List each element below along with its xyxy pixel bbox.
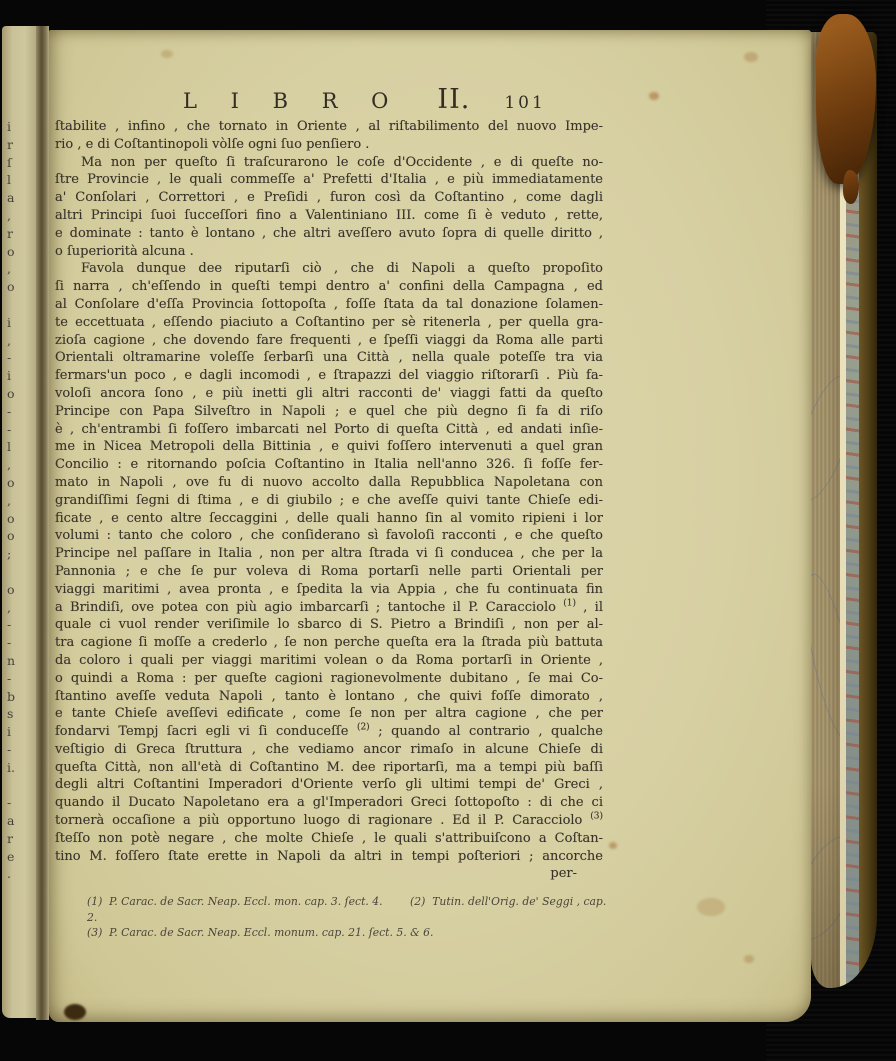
text-line: veſtigio di Greca ſtruttura , che vediamo ancor rimaſo in alcune Chieſe di — [55, 741, 603, 757]
text-line: degli altri Coſtantini Imperadori d'Oriente verſo gli ultimi tempi de' Greci , — [55, 777, 603, 793]
stain-spot — [744, 52, 758, 62]
text-line: volumi : tanto che coloro , che conſiderano sì favoloſi racconti , e che queſto — [55, 528, 603, 544]
cut-off-letter: r — [7, 136, 13, 152]
text-line: è , ch'entrambi ſi foſſero imbarcati nel Porto di queſta Città , ed andati inſie- — [55, 421, 603, 437]
cut-off-letter: i — [7, 368, 11, 384]
cut-off-letter: i — [7, 119, 11, 134]
cut-off-letter — [7, 776, 25, 794]
cut-off-letter — [7, 563, 25, 581]
page-header — [49, 84, 811, 115]
text-line: Ma non per queſto ſi traſcurarono le coſe d'Occidente , e di queſte no- — [81, 154, 603, 170]
text-line: Concilio : e ritornando poſcia Coſtantino in Italia nell'anno 326. ſi foſſe fer- — [55, 457, 603, 473]
text-line: Principe con Papa Silveſtro in Napoli ; e quel che più degno ſi fa di riſo — [55, 403, 603, 419]
text-line: tra cagione ſi moſſe a crederlo , ſe non perche queſta era la ſtrada più battuta — [55, 635, 603, 651]
cut-off-letter: - — [7, 635, 12, 651]
cut-off-letter: ; — [7, 546, 12, 562]
text-line: ſtre Provincie , le quali commeſſe a' Prefetti d'Italia , e più immediatamente — [55, 172, 603, 188]
cut-off-letter: , — [7, 457, 11, 473]
stain-spot — [609, 842, 617, 849]
text-line: o ſuperiorità alcuna . — [55, 243, 194, 259]
cut-off-letter: , — [7, 599, 11, 615]
cut-off-letter — [7, 296, 25, 314]
cut-off-letter: - — [7, 741, 12, 757]
text-line: a Brindiſi, ove potea con più agio imbarcarſi ; tantoche il P. Caracciolo $^{(1)}$ , il — [55, 598, 603, 615]
cut-off-letter: o — [7, 474, 15, 490]
cut-off-letter: , — [7, 492, 11, 508]
header-book-number: II. — [437, 84, 471, 115]
cut-off-letter: n — [7, 652, 16, 668]
text-line: mato in Napoli , ove fu di nuovo accolto dalla Repubblica Napoletana con — [55, 474, 603, 490]
facing-page-sliver — [2, 26, 36, 1018]
text-line: rio , e di Coſtantinopoli vòlſe ogni ſuo penſiero . — [55, 136, 370, 152]
text-line: quale ci vuol render veriſimile lo sbarco di S. Pietro a Brindiſi , non per al- — [55, 617, 603, 633]
cut-off-letter: . — [7, 866, 11, 882]
cut-off-letter: a — [7, 813, 15, 829]
text-line: queſta Città, non all'età di Coſtantino M. dee riportarſi, ma a tempi più baſſi — [55, 759, 603, 775]
cut-off-letter: - — [7, 403, 12, 419]
footnote-line: (1) P. Carac. de Sacr. Neap. Eccl. mon. cap. 3. ſect. 4. (2) Tutin. dell'Orig. de' Seggi , cap. 2. — [87, 895, 610, 924]
text-line: Pannonia ; e che ſe pur voleva di Roma portarſi nelle parti Orientali per — [55, 563, 603, 579]
cut-off-letter: , — [7, 207, 11, 223]
text-line: ficate , e cento altre ſeccaggini , delle quali hanno ſin al vomito ripieni i lor — [55, 510, 603, 526]
cut-off-letter: - — [7, 617, 12, 633]
text-line: grandiſſimi ſegni di ſtima , e di giubilo ; e che aveſſe quivi tante Chieſe edi- — [55, 492, 603, 508]
text-line: Orientali oltramarine voleſſe ſerbarſi una Città , nella quale poteſſe tra via — [55, 350, 603, 366]
cut-off-letter: i — [7, 314, 11, 330]
text-line: o quindi a Roma : per queſte cagioni ragionevolmente dubitano , ſe mai Co- — [55, 670, 603, 686]
text-line: me in Nicea Metropoli della Bittinia , e quivi foſſero intervenuti a quel gran — [55, 439, 603, 455]
cut-off-letter: o — [7, 279, 15, 295]
text-line: tino M. foſſero ſtate erette in Napoli da altri in tempi poſteriori ; ancorche — [55, 848, 603, 864]
cut-off-letter: - — [7, 350, 12, 366]
text-line: ſtabilite , infino , che tornato in Oriente , al riſtabilimento del nuovo Impe- — [55, 119, 603, 134]
text-block — [55, 118, 603, 883]
text-line: a' Conſolari , Correttori , e Preſidi , furon così da Coſtantino , come dagli — [55, 190, 603, 206]
text-line: ſi narra , ch'eſſendo in queſti tempi dentro a' confini della Campagna , ed — [55, 279, 603, 295]
text-line: Principe nel paſſare in Italia , non per altra ſtrada vi ſi conducea , che per la — [55, 546, 603, 562]
cut-off-letter: , — [7, 332, 11, 348]
cut-off-letter: i — [7, 724, 11, 740]
cut-off-letter: - — [7, 670, 12, 686]
cut-off-letter: - — [7, 421, 12, 437]
text-line: quando il Ducato Napoletano era a gl'Imperadori Greci ſottopoſto : di che ci — [55, 795, 603, 811]
cut-off-letter: l — [7, 172, 11, 188]
footnotes — [87, 894, 617, 941]
cut-off-letter: e — [7, 848, 15, 864]
margin-glyph-column — [7, 118, 25, 883]
gutter-shadow — [36, 26, 49, 1020]
gutter-foot-shadow — [64, 1004, 86, 1020]
cut-off-letter: o — [7, 528, 15, 544]
text-line: altri Principi ſuoi ſucceſſori fino a Valentiniano III. come ſi è veduto , rette, — [55, 207, 603, 223]
stain-spot — [649, 92, 659, 100]
catchword-line: per- — [550, 866, 577, 882]
text-line: viaggi maritimi , avea pronta , e ſpedita la via Appia , che fu continuata fin — [55, 581, 603, 597]
cut-off-letter: o — [7, 510, 15, 526]
cut-off-letter: r — [7, 830, 13, 846]
cut-off-letter: i. — [7, 759, 15, 775]
text-line: e dominate : tanto è lontano , che altri aveſſero avuto ſopra di quelle diritto , — [55, 225, 603, 241]
cut-off-letter: a — [7, 190, 15, 206]
cut-off-letter: s — [7, 706, 14, 722]
cut-off-letter: l — [7, 439, 11, 455]
cut-off-letter: o — [7, 581, 15, 597]
text-line: te eccettuata , eſſendo piaciuto a Coſtantino per sè ritenerla , per quella gra- — [55, 314, 603, 330]
text-line: zioſa cagione , che dovendo fare frequenti , e ſpeſſi viaggi da Roma alle parti — [55, 332, 603, 348]
stain-spot — [744, 955, 754, 963]
text-line: fermars'un poco , e dagli incomodi , e ſtrapazzi del viaggio riſtorarſi . Più fa- — [55, 368, 603, 384]
footnote-line: (3) P. Carac. de Sacr. Neap. Eccl. monum. cap. 21. ſect. 5. & 6. — [87, 926, 434, 939]
header-page-number: 101 — [504, 93, 546, 113]
header-book-label: L I B R O — [183, 89, 398, 113]
cut-off-letter: o — [7, 385, 15, 401]
text-line: al Conſolare d'eſſa Provincia ſottopoſta , foſſe ſtata da tal donazione ſolamen- — [55, 296, 603, 312]
cut-off-letter: o — [7, 243, 15, 259]
text-line: voloſi ancora ſono , e più inetti gli altri racconti de' viaggi fatti da queſto — [55, 385, 603, 401]
text-line: ſteſſo non potè negare , che molte Chieſe , le quali s'attribuiſcono a Coſtan- — [55, 830, 603, 846]
stain-spot — [161, 50, 173, 58]
text-line: Favola dunque dee riputarſi ciò , che di Napoli a queſto propoſito — [81, 261, 603, 277]
cut-off-letter: , — [7, 261, 11, 277]
cut-off-letter: ſ — [7, 154, 12, 170]
text-line: fondarvi Tempj ſacri egli vi ſi conduceſſe $^{(2)}$ ; quando al contrario , qualche — [55, 722, 603, 740]
cut-off-letter: - — [7, 795, 12, 811]
cut-off-letter: b — [7, 688, 16, 704]
page-surface — [49, 30, 811, 1022]
text-line: ſtantino aveſſe veduta Napoli , tanto è lontano , che quivi foſſe dimorato , — [55, 688, 603, 704]
stain-spot — [697, 898, 725, 916]
cut-off-letter: r — [7, 225, 13, 241]
text-line: da coloro i quali per viaggi maritimi volean o da Roma portarſi in Oriente , — [55, 652, 603, 668]
text-line: e tante Chieſe aveſſevi edificate , come ſe non per altra cagione , che per — [55, 706, 603, 722]
text-line: tornerà occaſione a più opportuno luogo di ragionare . Ed il P. Caracciolo $^{(3)}$ — [55, 811, 603, 829]
cover-board-edge — [859, 32, 877, 988]
